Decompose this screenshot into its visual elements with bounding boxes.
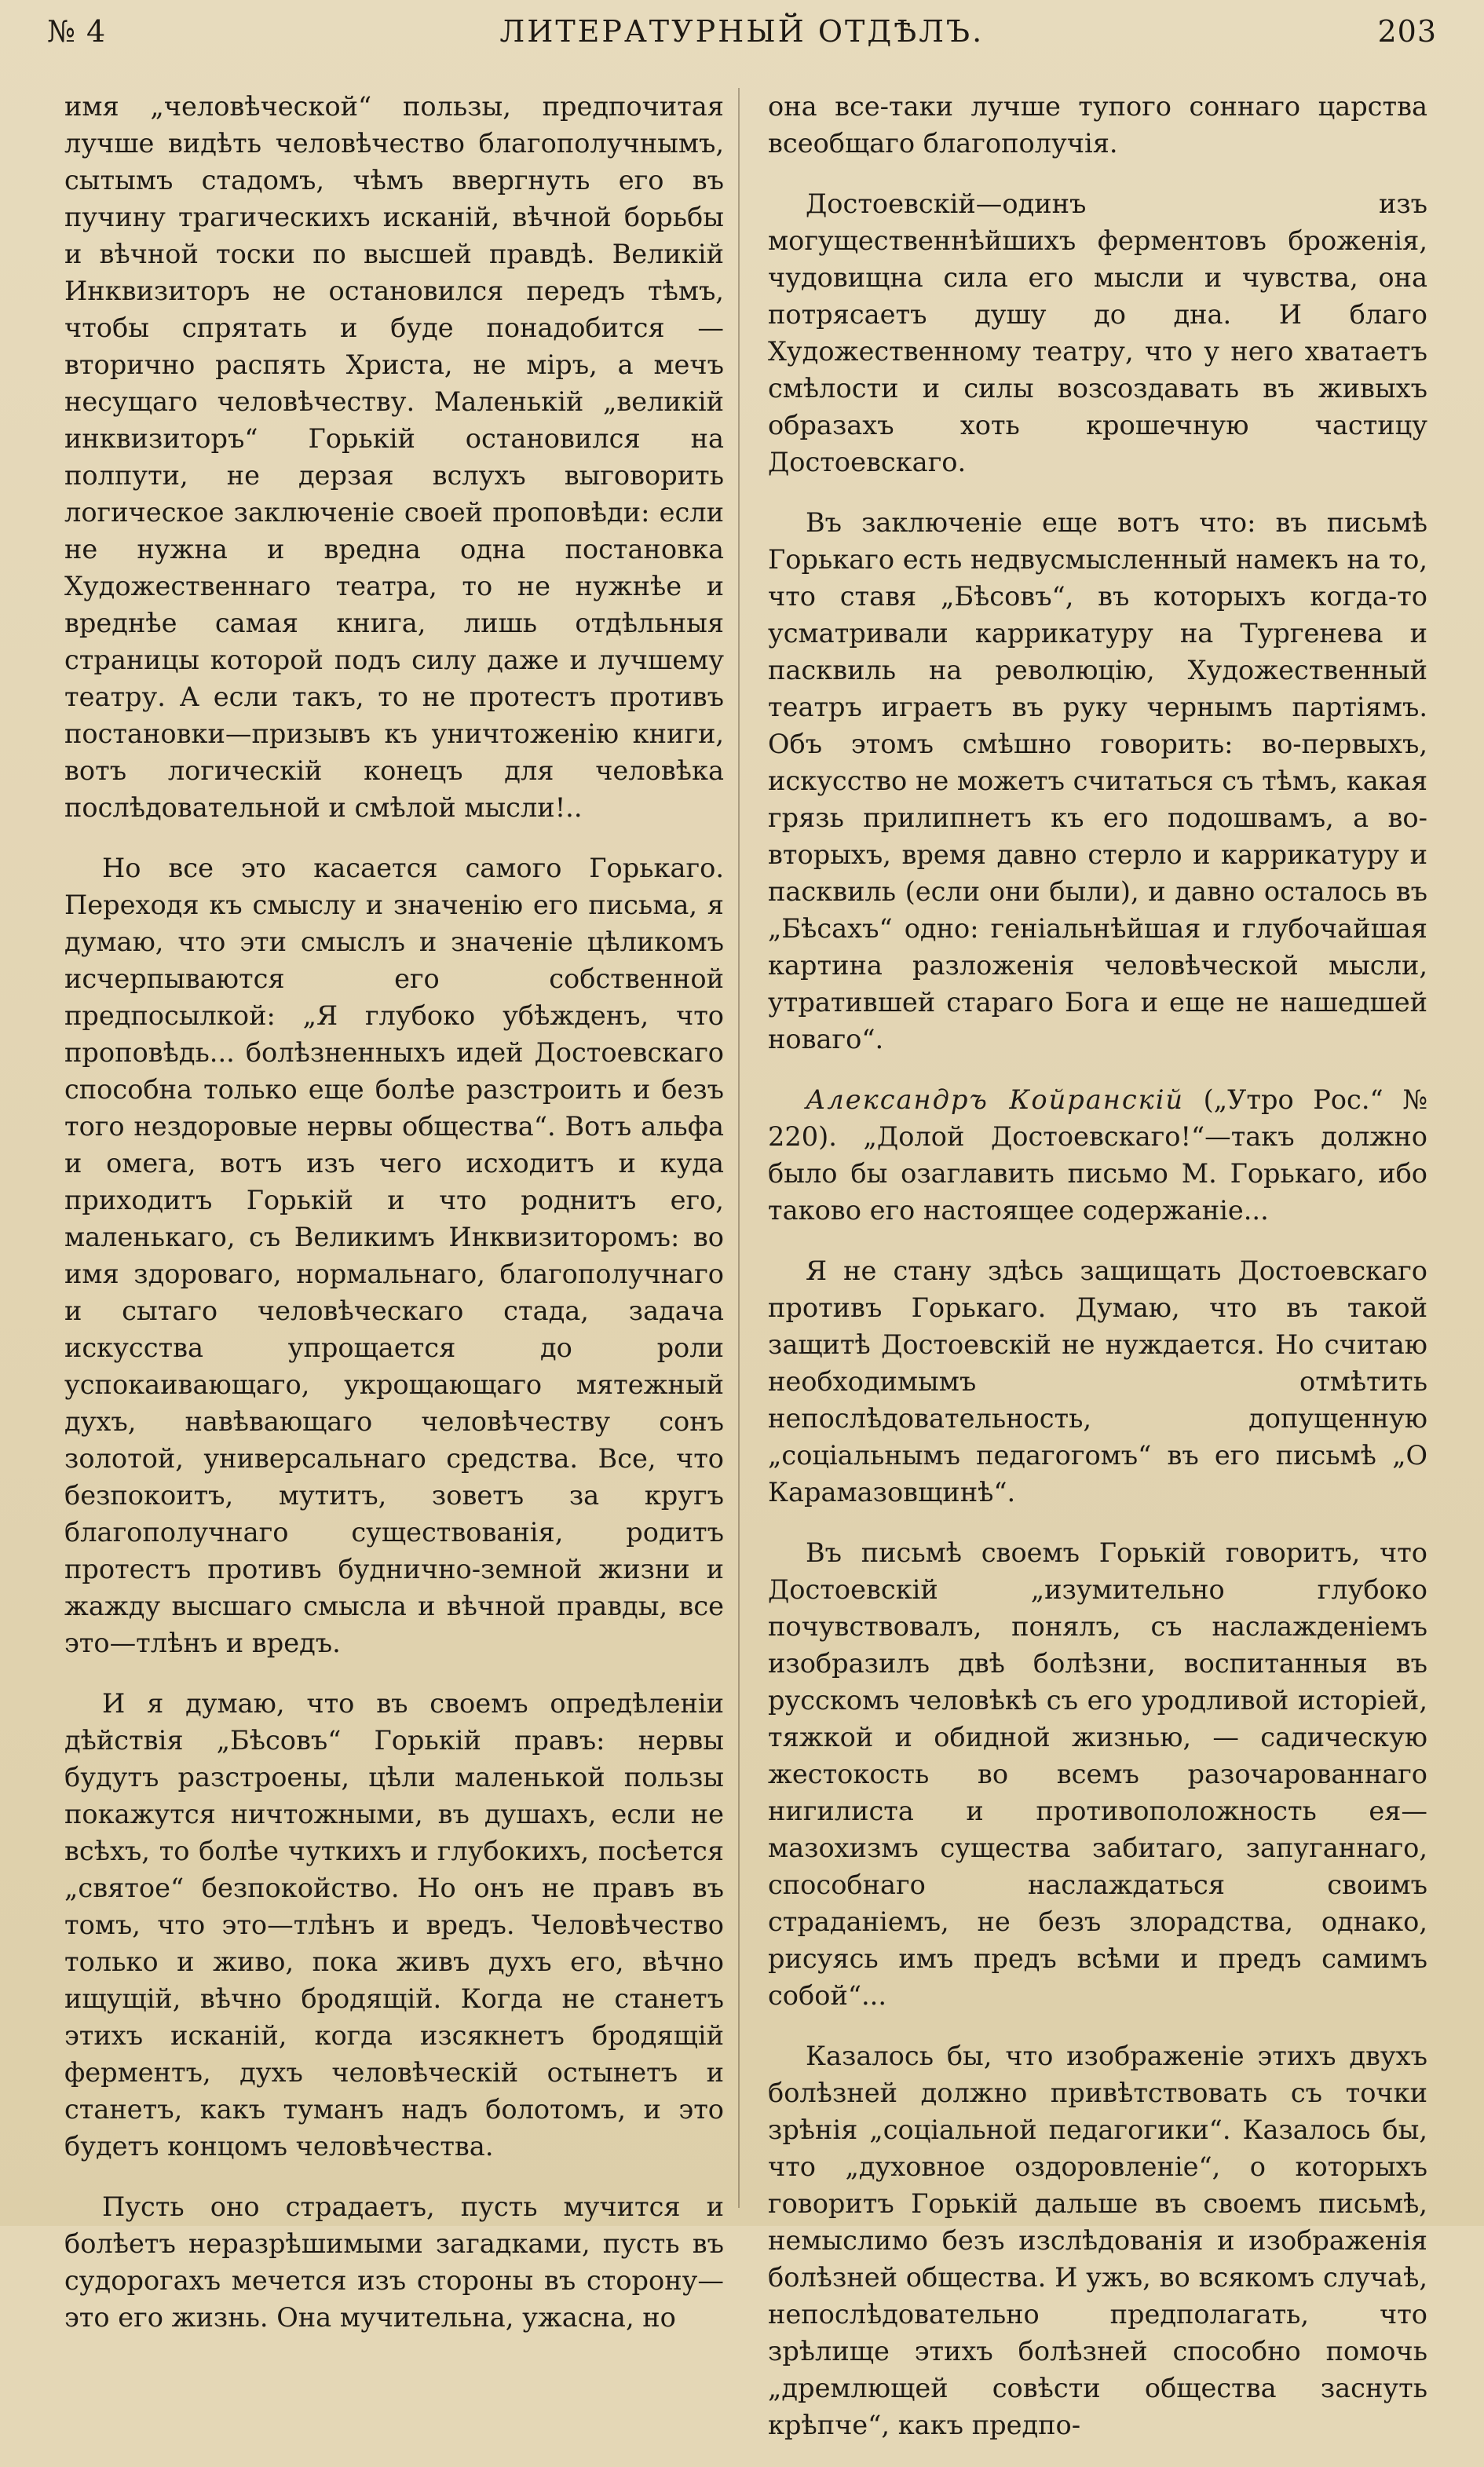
review-citation [768, 1081, 1427, 1229]
right-column [768, 88, 1427, 2467]
page-header [47, 8, 1437, 55]
paragraph: Казалось бы, что изображеніе этихъ двухъ болѣзней должно привѣтствовать съ точки зрѣнія „соціальной педагогики“. Казалось бы, что „духовное оздоровленіе“, о которыхъ говоритъ Горькій дальше въ своемъ письмѣ, немыслимо безъ изслѣдованія и изображенія болѣзней общества. И ужъ, во всякомъ случаѣ, непослѣдовательно предполагать, что зрѣлище этихъ болѣзней способно помочь „дремлющей совѣсти общества заснуть крѣпче“, какъ предпо- [768, 2041, 1427, 2440]
paragraph: Въ заключеніе еще вотъ что: въ письмѣ Горькаго есть недвусмысленный намекъ на то, что ставя „Бѣсовъ“, въ которыхъ когда-то усматривали каррикатуру на Тургенева и пасквиль на революцію, Художественный театръ играетъ въ руку чернымъ партіямъ. Объ этомъ смѣшно говорить: во-первыхъ, искусство не можетъ считаться съ тѣмъ, какая грязь прилипнетъ къ его подошвамъ, а во-вторыхъ, время давно стерло и каррикатуру и пасквиль (если они были), и давно осталось въ „Бѣсахъ“ одно: геніальнѣйшая и глубочайшая картина разложенія человѣческой мысли, утратившей стараго Бога и еще не нашедшей новаго“. [768, 507, 1427, 1054]
paragraph: Пусть оно страдаетъ, пусть мучится и болѣетъ неразрѣшимыми загадками, пусть въ судорогахъ мечется изъ стороны въ сторону— это его жизнь. Она мучительна, ужасна, но [64, 2191, 724, 2333]
paragraph: Но все это касается самого Горькаго. Переходя къ смыслу и значенію его письма, я думаю, что эти смыслъ и значеніе цѣликомъ исчерпываются его собственной предпосылкой: „Я глубоко убѣжденъ, что проповѣдь... болѣзненныхъ идей Достоевскаго способна только еще болѣе разстроить и безъ того нездоровые нервы общества“. Вотъ альфа и омега, вотъ изъ чего исходитъ и куда приходитъ Горькій и что роднитъ его, маленькаго, съ Великимъ Инквизиторомъ: во имя здороваго, нормальнаго, благополучнаго и сытаго человѣческаго стада, задача искусства упрощается до роли успокаивающаго, укрощающаго мятежный духъ, навѣвающаго человѣчеству сонъ золотой, универсальнаго средства. Все, что безпокоитъ, мутитъ, зоветъ за кругъ благополучнаго существованія, родитъ протестъ противъ буднично-земной жизни и жажду высшаго смысла и вѣчной правды, все это—тлѣнъ и вредъ. [64, 853, 724, 1658]
author-name: Александръ Койранскій [806, 1084, 1185, 1115]
section-title: ЛИТЕРАТУРНЫЙ ОТДѢЛЪ. [499, 14, 985, 49]
issue-number: № 4 [47, 14, 107, 49]
citation-text: („Утро Рос.“ № 220). „Долой Достоевскаго!“—такъ должно было бы озаглавить письмо М. Горькаго, ибо таково его настоящее содержаніе... [768, 1084, 1427, 1226]
paragraph: Достоевскій—одинъ изъ могущественнѣйшихъ ферментовъ броженія, чудовищна сила его мысли и чувства, она потрясаетъ душу до дна. И благо Художественному театру, что у него хватаетъ смѣлости и силы возсоздавать въ живыхъ образахъ хоть крошечную частицу Достоевскаго. [768, 188, 1427, 477]
page-number: 203 [1377, 14, 1437, 49]
paragraph: она все-таки лучше тупого соннаго царства всеобщаго благополучія. [768, 91, 1427, 159]
left-column [64, 88, 724, 2359]
paragraph: имя „человѣческой“ пользы, предпочитая лучше видѣть человѣчество благополучнымъ, сытымъ стадомъ, чѣмъ ввергнуть его въ пучину трагическихъ исканій, вѣчной борьбы и вѣчной тоски по высшей правдѣ. Великій Инквизиторъ не остановился передъ тѣмъ, чтобы спрятать и буде понадобится — вторично распять Христа, не міръ, а мечъ несущаго человѣчеству. Маленькій „великій инквизиторъ“ Горькій остановился на полпути, не дерзая вслухъ выговорить логическое заключеніе своей проповѣди: если не нужна и вредна одна постановка Художественнаго театра, то не нужнѣе и вреднѣе самая книга, лишь отдѣльныя страницы которой подъ силу даже и лучшему театру. А если такъ, то не протестъ противъ постановки—призывъ къ уничтоженію книги, вотъ логическій конецъ для человѣка послѣдовательной и смѣлой мысли!.. [64, 91, 724, 823]
paragraph: И я думаю, что въ своемъ опредѣленіи дѣйствія „Бѣсовъ“ Горькій правъ: нервы будутъ разстроены, цѣли маленькой пользы покажутся ничтожными, въ душахъ, если не всѣхъ, то болѣе чуткихъ и глубокихъ, посѣется „святое“ безпокойство. Но онъ не правъ въ томъ, что это—тлѣнъ и вредъ. Человѣчество только и живо, пока живъ духъ его, вѣчно ищущій, вѣчно бродящій. Когда не станетъ этихъ исканій, когда изсякнетъ бродящій ферментъ, духъ человѣческій остынетъ и станетъ, какъ туманъ надъ болотомъ, и это будетъ концомъ человѣчества. [64, 1688, 724, 2162]
column-divider [738, 88, 740, 2208]
paragraph: Я не стану здѣсь защищать Достоевскаго противъ Горькаго. Думаю, что въ такой защитѣ Достоевскій не нуждается. Но считаю необходимымъ отмѣтить непослѣдовательность, допущенную „соціальнымъ педагогомъ“ въ его письмѣ „О Карамазовщинѣ“. [768, 1255, 1427, 1508]
paragraph: Въ письмѣ своемъ Горькій говоритъ, что Достоевскій „изумительно глубоко почувствовалъ, понялъ, съ наслажденіемъ изобразилъ двѣ болѣзни, воспитанныя въ русскомъ человѣкѣ съ его уродливой исторіей, тяжкой и обидной жизнью, — садическую жестокость во всемъ разочарованнаго нигилиста и противоположность ея—мазохизмъ существа забитаго, запуганнаго, способнаго наслаждаться своимъ страданіемъ, не безъ злорадства, однако, рисуясь имъ предъ всѣми и предъ самимъ собой“... [768, 1537, 1427, 2011]
